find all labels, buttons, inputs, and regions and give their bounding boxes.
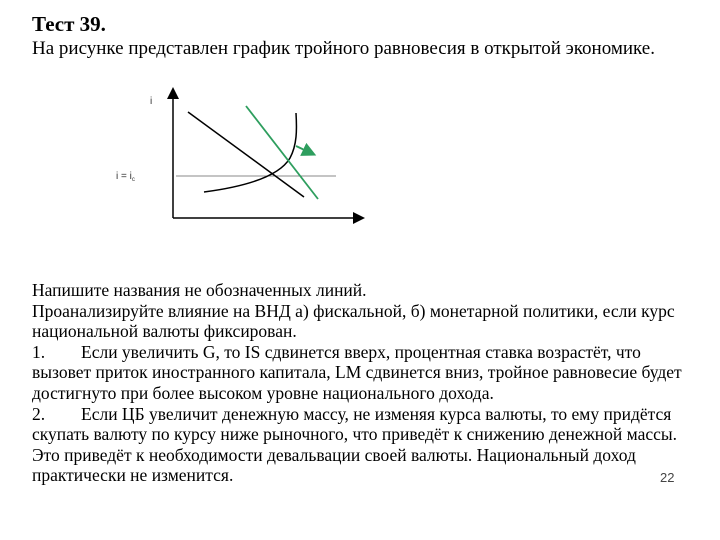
green-shifted-line xyxy=(246,106,318,199)
equilibrium-rate-label xyxy=(116,171,135,183)
answer-text: Если ЦБ увеличит денежную массу, не изменяя курса валюты, то ему придётся скупать валюту по курсу ниже рыночного, что приведёт к снижению денежной массы. Это приведёт к необходимости девальвации своей валюты. Национальный доход практически не изменится. xyxy=(32,403,678,486)
slide-title: Тест 39. xyxy=(32,12,106,36)
y-axis-label: i xyxy=(150,96,153,107)
green-shift-arrow xyxy=(296,146,313,154)
equilibrium-graph xyxy=(100,80,380,240)
answer-number: 2. xyxy=(32,403,46,424)
task-line: Напишите названия не обозначенных линий. xyxy=(32,280,367,300)
equilibrium-rate-subscript: c xyxy=(131,177,135,183)
task-line: Проанализируйте влияние на ВНД а) фискальной, б) монетарной политики, если курс национальной валюты фиксирован. xyxy=(32,300,675,342)
page-number: 22 xyxy=(660,470,675,485)
answer-number: 1. xyxy=(32,341,46,362)
answer-text: Если увеличить G, то IS сдвинется вверх, процентная ставка возрастёт, что вызовет приток иностранного капитала, LM сдвинется вниз, тройное равновесие будет достигнуто при более высоком уровне национального дохода. xyxy=(32,341,682,403)
body-text xyxy=(32,280,704,486)
answer-item xyxy=(32,342,704,404)
slide-subtitle: На рисунке представлен график тройного равновесия в открытой экономике. xyxy=(32,38,655,59)
answer-item xyxy=(32,404,704,486)
equilibrium-rate-main: i = i xyxy=(116,171,132,182)
